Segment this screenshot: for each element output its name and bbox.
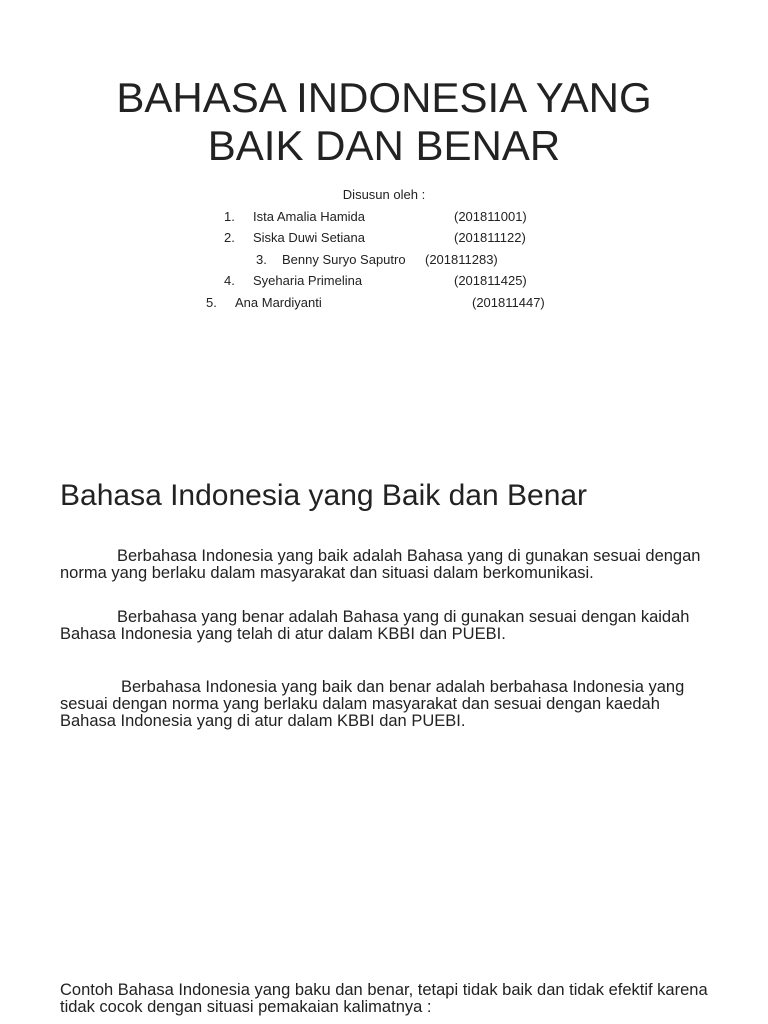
paragraph-4 (60, 982, 720, 1016)
author-name: Ana Mardiyanti (235, 294, 322, 310)
author-name: Syeharia Primelina (253, 273, 363, 288)
author-nim: (201811283) (425, 251, 498, 267)
paragraph-3-text: Berbahasa Indonesia yang baik dan benar adalah berbahasa Indonesia yang sesuai dengan norma yang berlaku dalam masyarakat dan sesuai dengan kaedah Bahasa Indonesia yang di atur dalam KBBI dan PUEBI. (60, 678, 685, 730)
paragraph-3 (60, 679, 720, 730)
content-slide (0, 470, 768, 1024)
author-nim: (201811122) (454, 230, 526, 245)
author-number: 5. (206, 294, 217, 310)
author-name: Benny Suryo Saputro (282, 251, 406, 267)
author-row-3 (0, 249, 768, 271)
paragraph-4-text: Contoh Bahasa Indonesia yang baku dan benar, tetapi tidak baik dan tidak efektif karena tidak cocok dengan situasi pemakaian kalimatnya : (60, 981, 708, 1016)
author-nim: (201811001) (454, 208, 527, 224)
paragraph-1 (60, 548, 720, 582)
author-row-1 (0, 206, 768, 228)
paragraph-2-text: Berbahasa yang benar adalah Bahasa yang di gunakan sesuai dengan kaidah Bahasa Indonesia yang telah di atur dalam KBBI dan PUEBI. (60, 608, 690, 643)
author-number: 4. (224, 273, 235, 288)
author-list (0, 184, 768, 313)
author-nim: (201811447) (472, 294, 545, 310)
author-number: 3. (256, 251, 267, 267)
section-heading: Bahasa Indonesia yang Baik dan Benar (60, 479, 588, 512)
author-number: 2. (224, 230, 235, 245)
paragraph-2 (60, 609, 720, 643)
paragraph-1-text: Berbahasa Indonesia yang baik adalah Bahasa yang di gunakan sesuai dengan norma yang berlaku dalam masyarakat dan situasi dalam berkomunikasi. (60, 547, 701, 582)
author-row-2 (0, 227, 768, 249)
author-nim: (201811425) (454, 273, 527, 288)
title-slide (0, 0, 768, 440)
author-name: Siska Duwi Setiana (253, 230, 365, 245)
title-line-1: BAHASA INDONESIA YANG (116, 74, 652, 121)
author-name: Ista Amalia Hamida (253, 208, 365, 224)
prepared-by-label: Disusun oleh : (342, 187, 426, 202)
author-number: 1. (224, 208, 235, 224)
slide-title (0, 74, 768, 170)
title-line-2: BAIK DAN BENAR (207, 122, 561, 169)
author-row-4 (0, 270, 768, 292)
author-row-5 (0, 292, 768, 314)
